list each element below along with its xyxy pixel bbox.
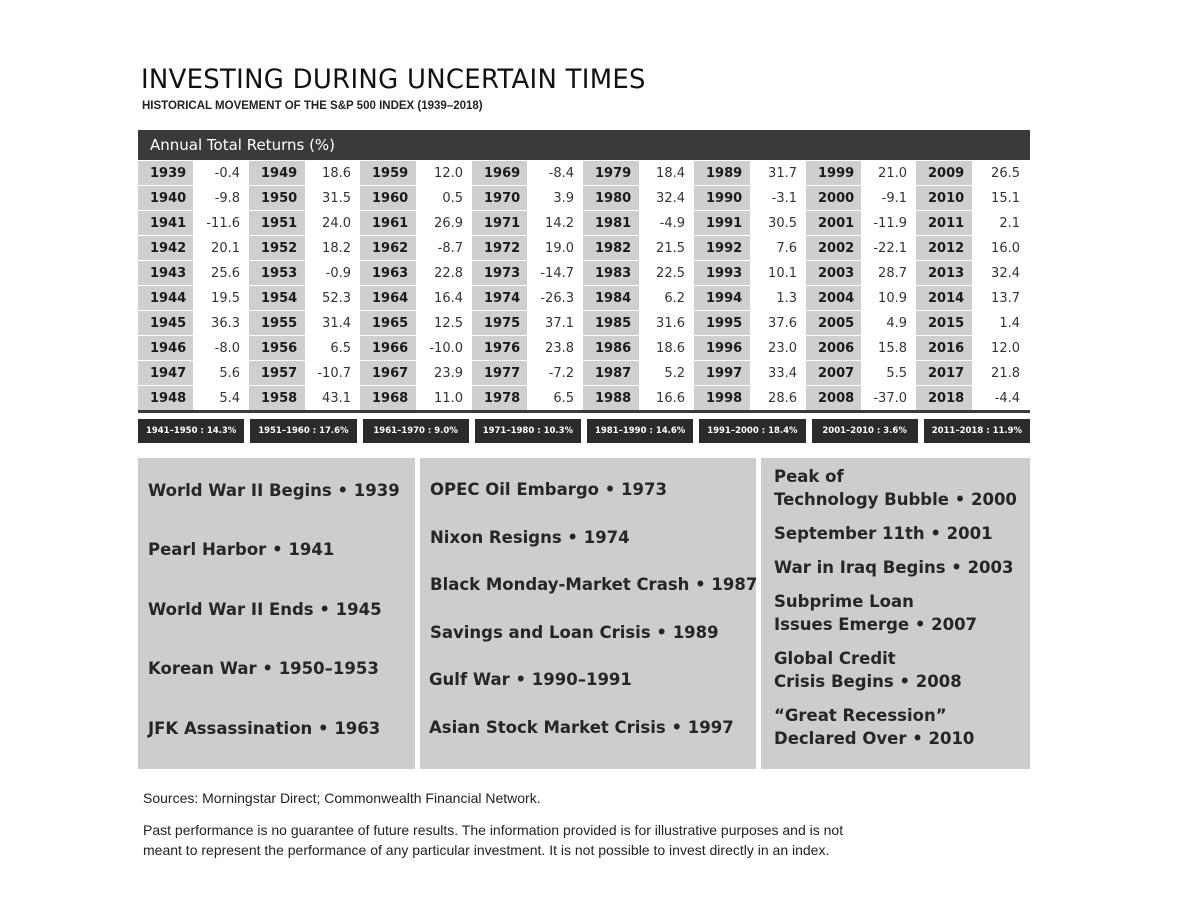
event-item: Korean War • 1950–1953 <box>148 659 379 678</box>
return-value-cell: -26.3 <box>527 286 583 311</box>
year-cell: 2002 <box>806 236 861 261</box>
return-value-cell: -11.6 <box>193 211 249 236</box>
decade-average-badge: 1971–1980 : 10.3% <box>475 419 581 443</box>
return-value-cell: 16.0 <box>972 236 1029 261</box>
return-value-cell: -10.7 <box>305 361 360 386</box>
year-cell: 1990 <box>694 186 750 211</box>
year-cell: 1981 <box>583 211 639 236</box>
disclaimer <box>143 820 943 860</box>
event-item: Savings and Loan Crisis • 1989 <box>430 623 719 642</box>
return-value-cell: -37.0 <box>861 386 916 411</box>
year-cell: 1942 <box>138 236 193 261</box>
return-value-cell: 31.5 <box>305 186 360 211</box>
event-line: Subprime Loan <box>774 592 914 611</box>
return-value-cell: 13.7 <box>972 286 1029 311</box>
year-cell: 1964 <box>360 286 416 311</box>
return-value-cell: 5.2 <box>639 361 694 386</box>
year-cell: 1992 <box>694 236 750 261</box>
event-line: Declared Over • 2010 <box>774 729 975 748</box>
return-value-cell: 28.6 <box>750 386 806 411</box>
year-cell: 1980 <box>583 186 639 211</box>
year-cell: 1956 <box>249 336 305 361</box>
decade-averages <box>138 419 1030 443</box>
return-value-cell: 24.0 <box>305 211 360 236</box>
year-cell: 2012 <box>916 236 972 261</box>
disclaimer-line: meant to represent the performance of any particular investment. It is not possible to invest directly in an index. <box>143 842 830 858</box>
return-value-cell: -0.9 <box>305 261 360 286</box>
event-item: Nixon Resigns • 1974 <box>430 528 630 547</box>
year-cell: 1994 <box>694 286 750 311</box>
events-panel-1 <box>138 458 415 769</box>
return-value-cell: 2.1 <box>972 211 1029 236</box>
return-value-cell: 26.9 <box>416 211 472 236</box>
year-cell: 1977 <box>472 361 527 386</box>
event-line: War in Iraq Begins • 2003 <box>774 558 1014 577</box>
return-value-cell: 18.4 <box>639 161 694 186</box>
event-item: Pearl Harbor • 1941 <box>148 540 335 559</box>
page-subtitle: HISTORICAL MOVEMENT OF THE S&P 500 INDEX (1939–2018) <box>142 100 483 112</box>
year-cell: 1991 <box>694 211 750 236</box>
return-value-cell: 23.0 <box>750 336 806 361</box>
year-cell: 1953 <box>249 261 305 286</box>
return-value-cell: 5.5 <box>861 361 916 386</box>
return-value-cell: -10.0 <box>416 336 472 361</box>
return-value-cell: 5.6 <box>193 361 249 386</box>
event-item: Gulf War • 1990–1991 <box>429 670 632 689</box>
year-cell: 1960 <box>360 186 416 211</box>
year-cell: 1943 <box>138 261 193 286</box>
year-cell: 1948 <box>138 386 193 411</box>
return-value-cell: 31.7 <box>750 161 806 186</box>
return-value-cell: -8.7 <box>416 236 472 261</box>
year-cell: 2015 <box>916 311 972 336</box>
event-line: September 11th • 2001 <box>774 524 993 543</box>
return-value-cell: -11.9 <box>861 211 916 236</box>
return-value-cell: 5.4 <box>193 386 249 411</box>
year-cell: 1950 <box>249 186 305 211</box>
year-cell: 2006 <box>806 336 861 361</box>
events-panel-3 <box>761 458 1030 769</box>
year-cell: 1973 <box>472 261 527 286</box>
disclaimer-line: Past performance is no guarantee of future results. The information provided is for illustrative purposes and is not <box>143 822 844 838</box>
return-value-cell: 19.0 <box>527 236 583 261</box>
year-cell: 2008 <box>806 386 861 411</box>
return-value-cell: 11.0 <box>416 386 472 411</box>
year-cell: 1982 <box>583 236 639 261</box>
return-value-cell: 52.3 <box>305 286 360 311</box>
return-value-cell: 0.5 <box>416 186 472 211</box>
year-cell: 1965 <box>360 311 416 336</box>
return-value-cell: -22.1 <box>861 236 916 261</box>
year-cell: 1999 <box>806 161 861 186</box>
event-item <box>774 590 977 636</box>
return-value-cell: 37.1 <box>527 311 583 336</box>
year-cell: 1958 <box>249 386 305 411</box>
year-cell: 1985 <box>583 311 639 336</box>
year-cell: 2014 <box>916 286 972 311</box>
return-value-cell: 12.0 <box>972 336 1029 361</box>
event-line: Crisis Begins • 2008 <box>774 672 962 691</box>
event-line: Global Credit <box>774 649 896 668</box>
return-value-cell: 36.3 <box>193 311 249 336</box>
sources-note: Sources: Morningstar Direct; Commonwealth Financial Network. <box>143 790 541 806</box>
year-cell: 1947 <box>138 361 193 386</box>
year-cell: 2017 <box>916 361 972 386</box>
return-value-cell: 28.7 <box>861 261 916 286</box>
page-title: INVESTING DURING UNCERTAIN TIMES <box>141 64 646 95</box>
year-cell: 1968 <box>360 386 416 411</box>
year-cell: 1945 <box>138 311 193 336</box>
year-cell: 1944 <box>138 286 193 311</box>
returns-table <box>138 161 1030 411</box>
year-cell: 1976 <box>472 336 527 361</box>
return-value-cell: 6.5 <box>527 386 583 411</box>
event-line: Technology Bubble • 2000 <box>774 490 1017 509</box>
returns-table-header: Annual Total Returns (%) <box>138 130 1030 160</box>
year-cell: 1996 <box>694 336 750 361</box>
return-value-cell: 15.1 <box>972 186 1029 211</box>
return-value-cell: 6.5 <box>305 336 360 361</box>
year-cell: 1939 <box>138 161 193 186</box>
return-value-cell: 1.4 <box>972 311 1029 336</box>
return-value-cell: 12.0 <box>416 161 472 186</box>
return-value-cell: 20.1 <box>193 236 249 261</box>
year-cell: 1954 <box>249 286 305 311</box>
year-cell: 1974 <box>472 286 527 311</box>
year-cell: 1983 <box>583 261 639 286</box>
return-value-cell: 21.5 <box>639 236 694 261</box>
event-item: JFK Assassination • 1963 <box>148 719 381 738</box>
year-cell: 1969 <box>472 161 527 186</box>
decade-average-badge: 1951–1960 : 17.6% <box>250 419 356 443</box>
event-item <box>774 522 993 545</box>
year-cell: 1993 <box>694 261 750 286</box>
year-cell: 1955 <box>249 311 305 336</box>
return-value-cell: 18.2 <box>305 236 360 261</box>
year-cell: 2003 <box>806 261 861 286</box>
return-value-cell: 19.5 <box>193 286 249 311</box>
event-item: World War II Begins • 1939 <box>148 481 400 500</box>
year-cell: 1946 <box>138 336 193 361</box>
decade-average-badge: 1961–1970 : 9.0% <box>363 419 469 443</box>
decade-average-badge: 2011–2018 : 11.9% <box>924 419 1030 443</box>
return-value-cell: -8.4 <box>527 161 583 186</box>
year-cell: 1997 <box>694 361 750 386</box>
event-item: Black Monday-Market Crash • 1987 <box>430 575 758 594</box>
year-cell: 1975 <box>472 311 527 336</box>
decade-average-badge: 1941–1950 : 14.3% <box>138 419 244 443</box>
return-value-cell: 3.9 <box>527 186 583 211</box>
return-value-cell: 25.6 <box>193 261 249 286</box>
year-cell: 1988 <box>583 386 639 411</box>
return-value-cell: 7.6 <box>750 236 806 261</box>
return-value-cell: 18.6 <box>639 336 694 361</box>
decade-average-badge: 2001–2010 : 3.6% <box>812 419 918 443</box>
event-item: OPEC Oil Embargo • 1973 <box>430 480 667 499</box>
return-value-cell: -0.4 <box>193 161 249 186</box>
event-line: Issues Emerge • 2007 <box>774 615 978 634</box>
year-cell: 1949 <box>249 161 305 186</box>
events-panel-2 <box>420 458 756 769</box>
year-cell: 1952 <box>249 236 305 261</box>
return-value-cell: 32.4 <box>639 186 694 211</box>
return-value-cell: 23.8 <box>527 336 583 361</box>
return-value-cell: 26.5 <box>972 161 1029 186</box>
year-cell: 1978 <box>472 386 527 411</box>
return-value-cell: 30.5 <box>750 211 806 236</box>
year-cell: 1962 <box>360 236 416 261</box>
event-item <box>774 556 1014 579</box>
return-value-cell: 16.4 <box>416 286 472 311</box>
year-cell: 1998 <box>694 386 750 411</box>
year-cell: 1989 <box>694 161 750 186</box>
year-cell: 1961 <box>360 211 416 236</box>
return-value-cell: -9.8 <box>193 186 249 211</box>
return-value-cell: 23.9 <box>416 361 472 386</box>
event-line: Peak of <box>774 467 844 486</box>
year-cell: 1963 <box>360 261 416 286</box>
year-cell: 2001 <box>806 211 861 236</box>
decade-average-badge: 1981–1990 : 14.6% <box>587 419 693 443</box>
year-cell: 1951 <box>249 211 305 236</box>
return-value-cell: 32.4 <box>972 261 1029 286</box>
return-value-cell: 21.8 <box>972 361 1029 386</box>
event-item: World War II Ends • 1945 <box>148 600 382 619</box>
return-value-cell: 31.4 <box>305 311 360 336</box>
return-value-cell: 33.4 <box>750 361 806 386</box>
year-cell: 1941 <box>138 211 193 236</box>
return-value-cell: 4.9 <box>861 311 916 336</box>
year-cell: 1979 <box>583 161 639 186</box>
year-cell: 1972 <box>472 236 527 261</box>
return-value-cell: -8.0 <box>193 336 249 361</box>
year-cell: 2011 <box>916 211 972 236</box>
return-value-cell: -4.9 <box>639 211 694 236</box>
year-cell: 2000 <box>806 186 861 211</box>
year-cell: 1995 <box>694 311 750 336</box>
year-cell: 1966 <box>360 336 416 361</box>
return-value-cell: 31.6 <box>639 311 694 336</box>
year-cell: 1984 <box>583 286 639 311</box>
return-value-cell: 22.8 <box>416 261 472 286</box>
event-item <box>774 465 1017 511</box>
return-value-cell: -14.7 <box>527 261 583 286</box>
event-item <box>774 704 974 750</box>
return-value-cell: 15.8 <box>861 336 916 361</box>
year-cell: 2005 <box>806 311 861 336</box>
return-value-cell: 43.1 <box>305 386 360 411</box>
return-value-cell: -4.4 <box>972 386 1029 411</box>
return-value-cell: 18.6 <box>305 161 360 186</box>
return-value-cell: 6.2 <box>639 286 694 311</box>
year-cell: 2004 <box>806 286 861 311</box>
event-line: “Great Recession” <box>774 706 947 725</box>
year-cell: 1986 <box>583 336 639 361</box>
return-value-cell: 22.5 <box>639 261 694 286</box>
return-value-cell: -3.1 <box>750 186 806 211</box>
year-cell: 2016 <box>916 336 972 361</box>
return-value-cell: 1.3 <box>750 286 806 311</box>
return-value-cell: 37.6 <box>750 311 806 336</box>
return-value-cell: 12.5 <box>416 311 472 336</box>
return-value-cell: -9.1 <box>861 186 916 211</box>
year-cell: 2013 <box>916 261 972 286</box>
year-cell: 1957 <box>249 361 305 386</box>
table-divider <box>138 410 1030 413</box>
year-cell: 1971 <box>472 211 527 236</box>
year-cell: 2007 <box>806 361 861 386</box>
year-cell: 1970 <box>472 186 527 211</box>
year-cell: 2010 <box>916 186 972 211</box>
year-cell: 1940 <box>138 186 193 211</box>
year-cell: 2009 <box>916 161 972 186</box>
year-cell: 2018 <box>916 386 972 411</box>
return-value-cell: 14.2 <box>527 211 583 236</box>
return-value-cell: 21.0 <box>861 161 916 186</box>
return-value-cell: 10.9 <box>861 286 916 311</box>
event-item: Asian Stock Market Crisis • 1997 <box>429 718 734 737</box>
year-cell: 1967 <box>360 361 416 386</box>
return-value-cell: 10.1 <box>750 261 806 286</box>
year-cell: 1987 <box>583 361 639 386</box>
return-value-cell: 16.6 <box>639 386 694 411</box>
event-item <box>774 647 962 693</box>
return-value-cell: -7.2 <box>527 361 583 386</box>
decade-average-badge: 1991–2000 : 18.4% <box>699 419 805 443</box>
year-cell: 1959 <box>360 161 416 186</box>
